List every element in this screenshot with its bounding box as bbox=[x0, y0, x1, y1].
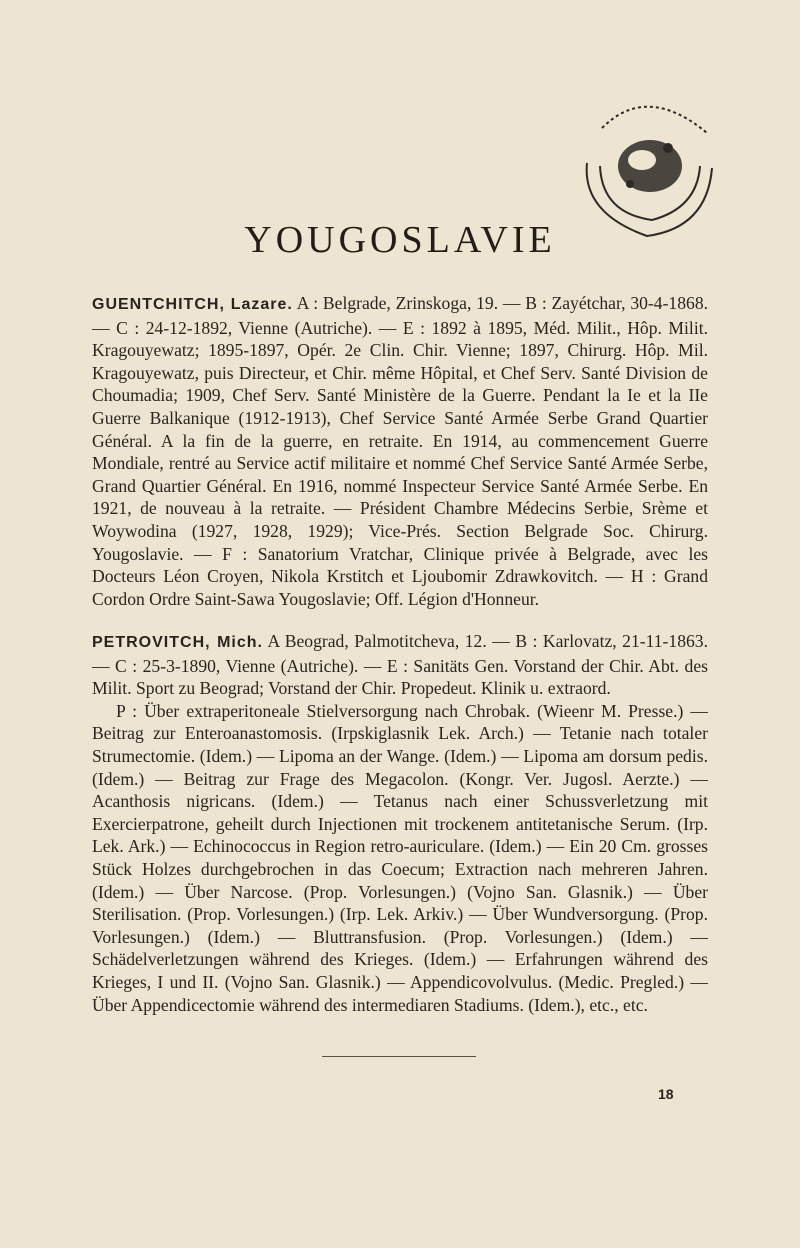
library-stamp-icon bbox=[572, 88, 722, 238]
page-number: 18 bbox=[658, 1086, 674, 1102]
entry-text: A : Belgrade, Zrinskoga, 19. — B : Zayétchar, 30-4-1868. — C : 24-12-1892, Vienne (Autriche). — E : 1892 à 1895, Méd. Milit., Hôp. Milit. Kragouyewatz; 1895-1897, Opér. 2e Clin. Chir. Vienne; 1897, Chirurg. Hôp. Mil. Kragouyewatz, puis Directeur, et Chir. même Hôpital, et Chef Serv. Santé Division de Choumadia; 1909, Chef Serv. Santé Ministère de la Guerre. Pendant la Ie et la IIe Guerre Balkanique (1912-1913), Chef Service Santé Armée Serbe Grand Quartier Général. A la fin de la guerre, en retraite. En 1914, au commencement Guerre Mondiale, rentré au Service actif militaire et nommé Chef Service Santé Armée Serbe, Grand Quartier Général. En 1916, nommé Inspecteur Service Santé Armée Serbe. En 1921, de nouveau à la retraite. — Président Chambre Médecins Serbie, Srème et Woywodina (1927, 1928, 1929); Vice-Prés. Section Belgrade Soc. Chirurg. Yougoslavie. — F : Sanatorium Vratchar, Clinique privée à Belgrade, avec les Docteurs Léon Croyen, Nikola Krstitch et Ljoubomir Zdrawkovitch. — H : Grand Cordon Ordre Saint-Sawa Yougoslavie; Off. Légion d'Honneur. bbox=[92, 293, 709, 609]
entry-name: GUENTCHITCH, Lazare. bbox=[92, 296, 293, 313]
entry-text: A Beograd, Palmotitcheva, 12. — B : Karlovatz, 21-11-1863. — C : 25-3-1890, Vienne (Autriche). — E : Sanitäts Gen. Vorstand der Chir. Abt. des Milit. Sport zu Beograd; Vorstand der Chir. Propedeut. Klinik u. extraord. bbox=[92, 631, 708, 699]
entry-publications: P : Über extraperitoneale Stielversorgung nach Chrobak. (Wieenr M. Presse.) — Beitrag zur Enteroanastomosis. (Irpskiglasnik Lek. Arch.) — Tetanie nach totaler Strumectomie. (Idem.) — Lipoma an der Wange. (Idem.) — Lipoma am dorsum pedis. (Idem.) — Beitrag zur Frage des Megacolon. (Kongr. Ver. Jugosl. Aerzte.) — Acanthosis nigricans. (Idem.) — Tetanus nach einer Schussverletzung mit Exercierpatrone, geheilt durch Injectionen mit trockenem antitetanische Serum. (Irp. Lek. Ark.) — Echinococcus in Region retro-auriculare. (Idem.) — Ein 20 Cm. grosses Stück Holzes durchgebrochen in das Coecum; Extraction nach mehreren Jahren. (Idem.) — Über Narcose. (Prop. Vorlesungen.) (Vojno San. Glasnik.) — Über Sterilisation. (Prop. Vorlesungen.) (Irp. Lek. Arkiv.) — Über Wundversorgung. (Prop. Vorlesungen.) (Idem.) — Bluttransfusion. (Prop. Vorlesungen.) (Idem.) — Schädelverletzungen während des Krieges. (Idem.) — Erfahrungen während des Krieges, I und II. (Vojno San. Glasnik.) — Appendicovolvulus. (Medic. Pregled.) — Über Appendicectomie während des intermediaren Stadiums. (Idem.), etc., etc. bbox=[92, 700, 708, 1015]
entry-guentchitch bbox=[92, 292, 708, 610]
section-divider bbox=[322, 1056, 476, 1057]
page-title: YOUGOSLAVIE bbox=[244, 219, 556, 261]
entry-petrovitch bbox=[92, 630, 708, 1016]
entry-name: PETROVITCH, Mich. bbox=[92, 634, 263, 651]
